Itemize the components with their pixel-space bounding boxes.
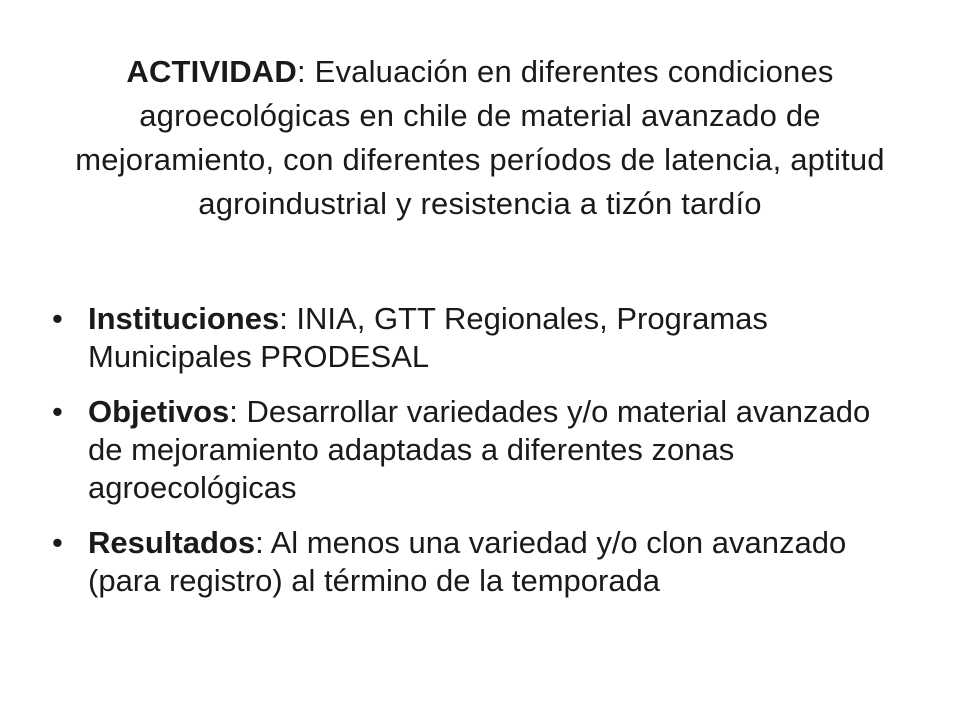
bullet-dot: •	[52, 394, 63, 429]
bullet-label: Resultados	[88, 525, 256, 560]
bullet-text: : Desarrollar variedades y/o material avanzado de mejoramiento adaptadas a diferentes zonas agroecológicas	[88, 394, 871, 505]
bullet-label: Instituciones	[88, 301, 280, 336]
bullet-list	[52, 300, 912, 617]
slide-title	[40, 50, 920, 226]
bullet-objetivos	[52, 393, 912, 507]
bullet-dot: •	[52, 525, 63, 560]
title-label: ACTIVIDAD	[126, 54, 297, 89]
bullet-text: : Al menos una variedad y/o clon avanzado (para registro) al término de la temporada	[88, 525, 847, 598]
bullet-text: : INIA, GTT Regionales, Programas Municipales PRODESAL	[88, 301, 768, 374]
bullet-dot: •	[52, 301, 63, 336]
bullet-resultados	[52, 524, 912, 600]
bullet-label: Objetivos	[88, 394, 230, 429]
bullet-instituciones	[52, 300, 912, 376]
title-text: : Evaluación en diferentes condiciones agroecológicas en chile de material avanzado de mejoramiento, con diferentes períodos de latencia, aptitud agroindustrial y resistencia a tizón tardío	[75, 54, 885, 221]
